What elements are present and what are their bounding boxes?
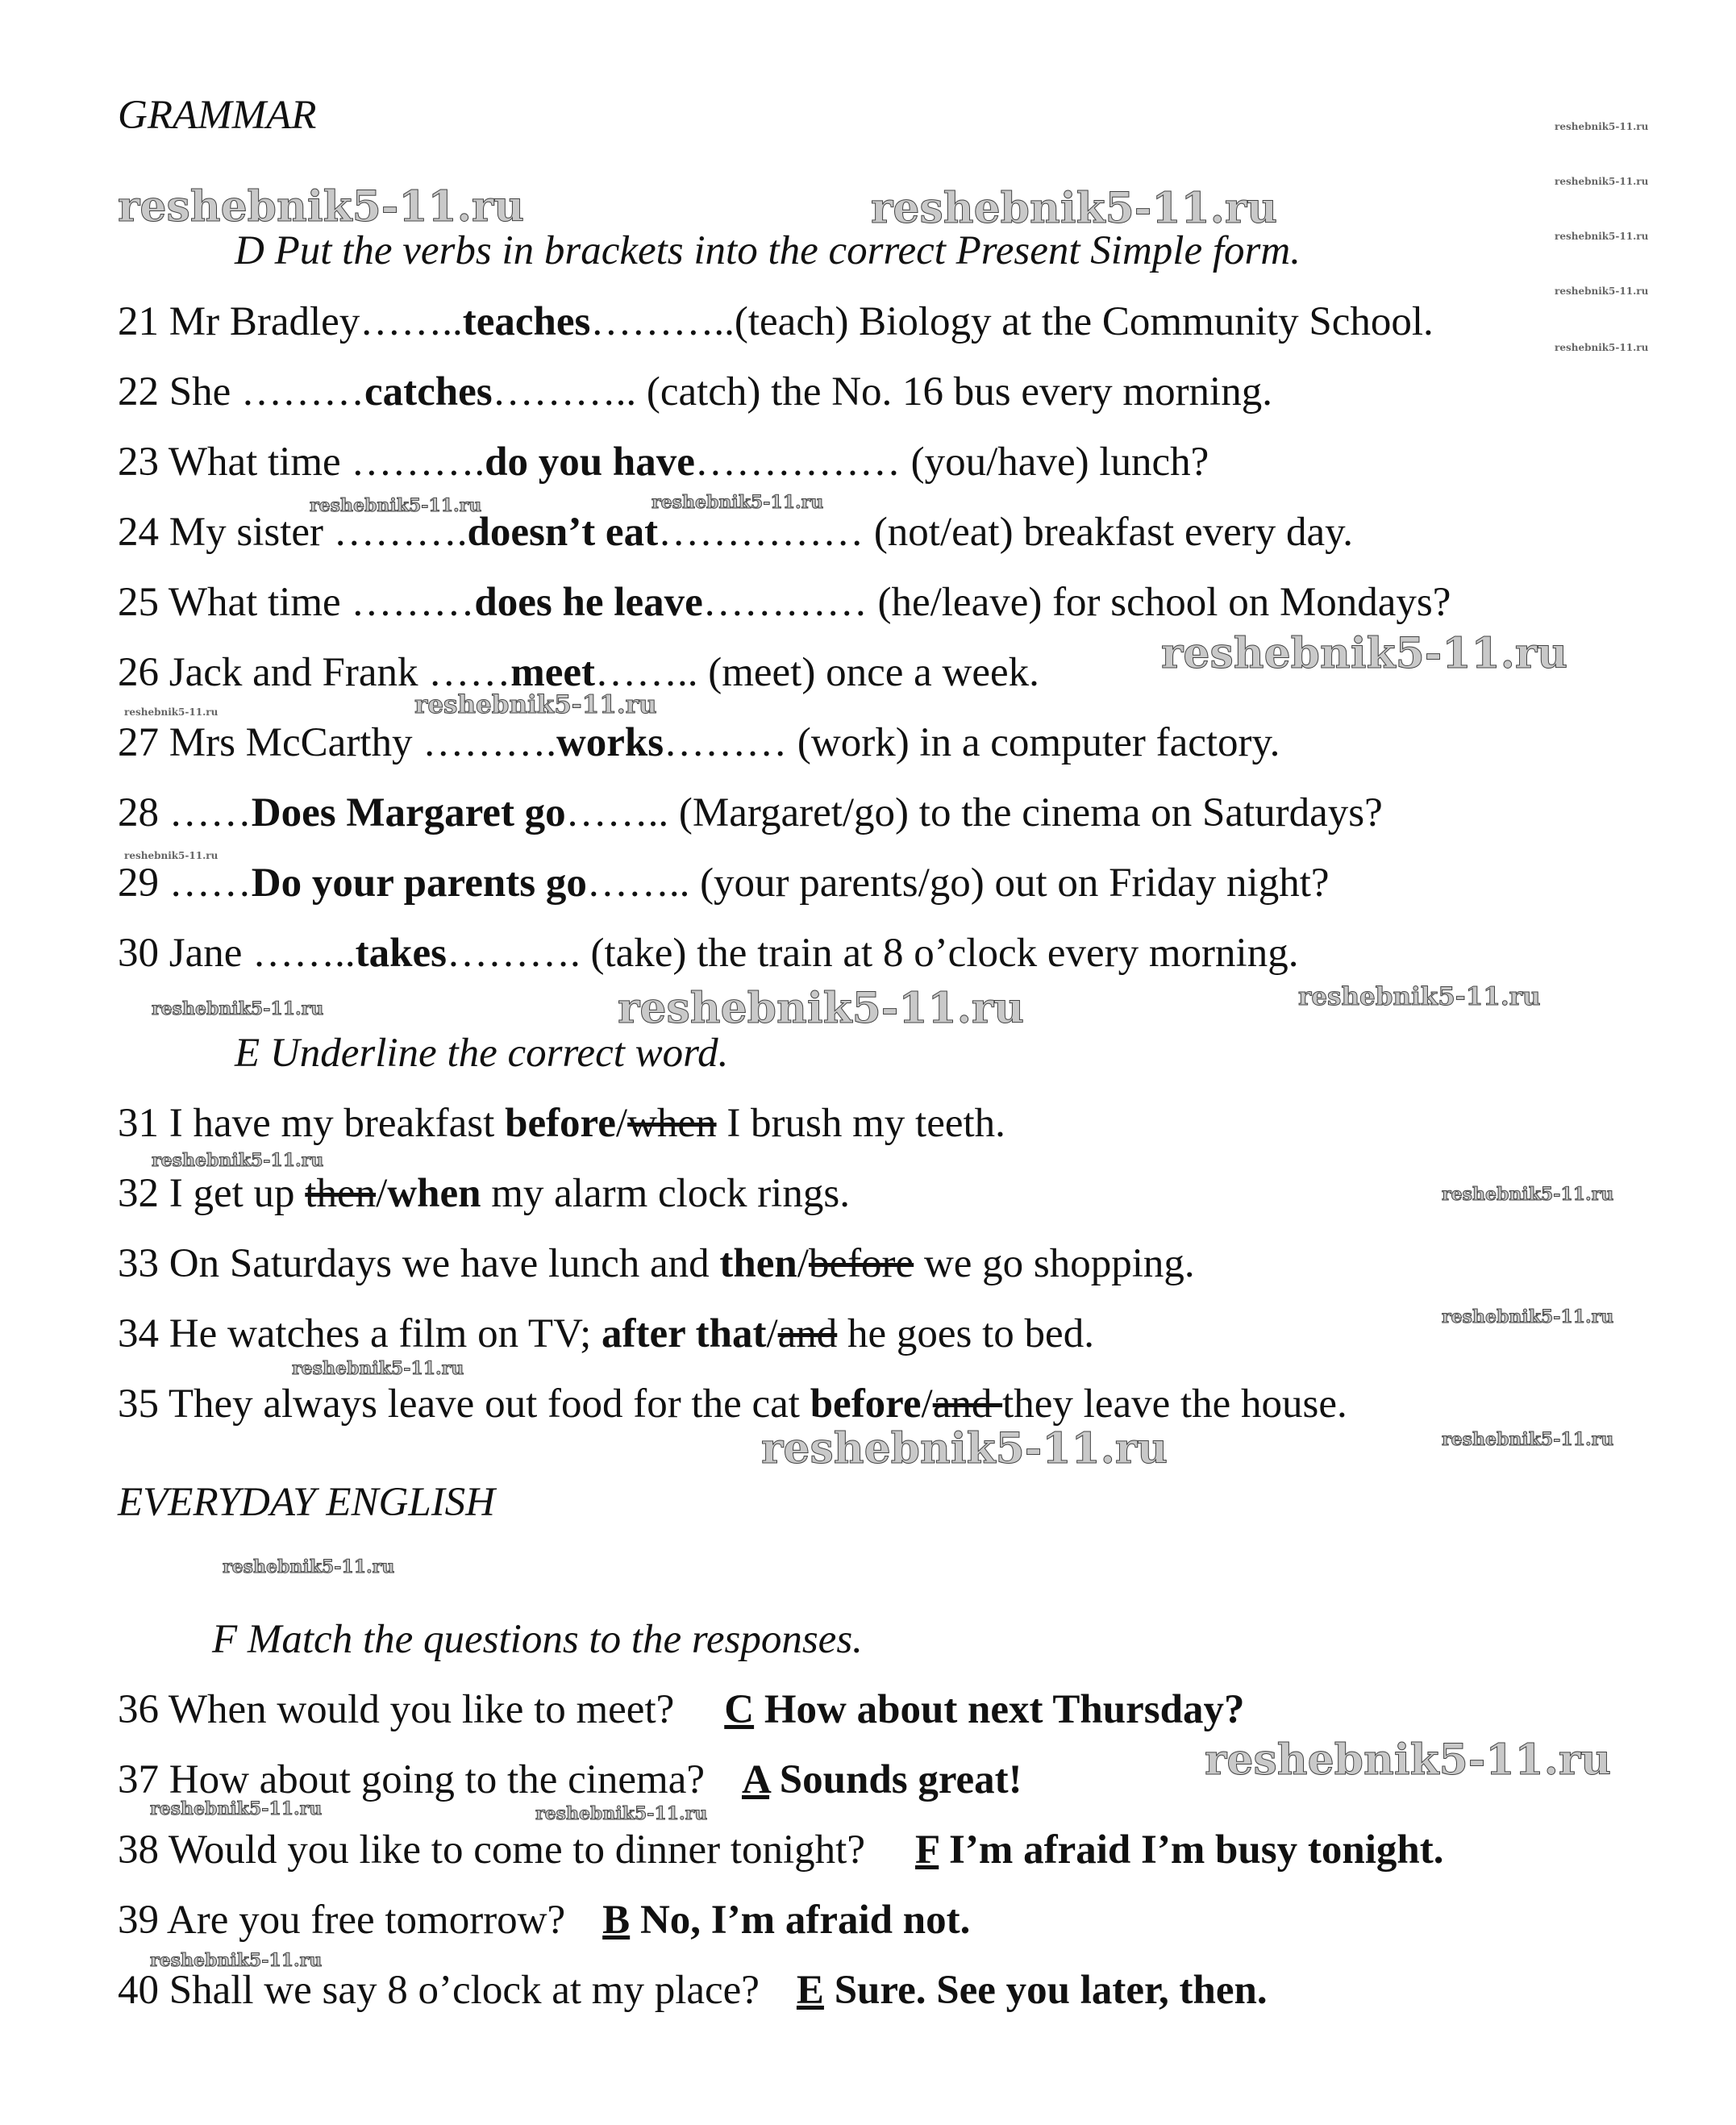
watermark: reshebnik5-11.ru — [535, 1803, 708, 1824]
correct-word: before — [505, 1101, 616, 1146]
response: Sure. See you later, then. — [823, 1968, 1268, 2013]
list-item: 30 Jane ……..takes………. (take) the train at 8 o’clock every morning. — [118, 931, 1299, 976]
list-item: 32 I get up then/when my alarm clock rings. — [118, 1171, 850, 1216]
task-e-instruction: E Underline the correct word. — [235, 1031, 729, 1076]
watermark: reshebnik5-11.ru — [1555, 285, 1649, 297]
answer: doesn’t eat — [467, 510, 659, 555]
watermark: reshebnik5-11.ru — [1161, 629, 1568, 678]
answer: catches — [364, 369, 493, 415]
answer-letter: E — [796, 1968, 824, 2013]
answer: teaches — [462, 299, 591, 344]
response: I’m afraid I’m busy tonight. — [939, 1827, 1444, 1873]
watermark: reshebnik5-11.ru — [1442, 1306, 1614, 1327]
watermark: reshebnik5-11.ru — [1555, 231, 1649, 242]
watermark: reshebnik5-11.ru — [310, 495, 482, 516]
task-d-instruction: D Put the verbs in brackets into the correct Present Simple form. — [235, 228, 1301, 273]
wrong-word: before — [808, 1241, 914, 1286]
correct-word: when — [387, 1171, 481, 1216]
list-item: 37 How about going to the cinema? A Sounds great! — [118, 1757, 1022, 1802]
answer: meet — [510, 650, 595, 695]
watermark: reshebnik5-11.ru — [414, 690, 657, 719]
list-item: 24 My sister ……….doesn’t eat…………… (not/eat) breakfast every day. — [118, 510, 1354, 555]
answer: takes — [355, 931, 447, 976]
task-f-instruction: F Match the questions to the responses. — [212, 1617, 863, 1662]
correct-word: before — [810, 1381, 922, 1427]
watermark: reshebnik5-11.ru — [871, 184, 1278, 233]
list-item: 28 ……Does Margaret go…….. (Margaret/go) to the cinema on Saturdays? — [118, 790, 1383, 835]
answer: Does Margaret go — [251, 790, 566, 835]
watermark: reshebnik5-11.ru — [652, 492, 824, 513]
wrong-word: and — [777, 1311, 838, 1356]
watermark: reshebnik5-11.ru — [761, 1424, 1168, 1473]
watermark: reshebnik5-11.ru — [223, 1556, 395, 1577]
watermark: reshebnik5-11.ru — [152, 1150, 324, 1171]
watermark: reshebnik5-11.ru — [1555, 176, 1649, 187]
watermark: reshebnik5-11.ru — [1442, 1184, 1614, 1205]
response: No, I’m afraid not. — [630, 1898, 971, 1943]
response: How about next Thursday? — [754, 1687, 1245, 1732]
list-item: 40 Shall we say 8 o’clock at my place? E Sure. See you later, then. — [118, 1968, 1268, 2013]
watermark: reshebnik5-11.ru — [150, 1950, 323, 1971]
list-item: 27 Mrs McCarthy ……….works……… (work) in a computer factory. — [118, 720, 1280, 765]
watermark: reshebnik5-11.ru — [618, 984, 1025, 1033]
answer-letter: F — [915, 1827, 939, 1873]
answer-letter: B — [602, 1898, 631, 1943]
wrong-word: and — [932, 1381, 1003, 1427]
answer-letter: C — [724, 1687, 755, 1732]
answer: do you have — [485, 440, 695, 485]
watermark: reshebnik5-11.ru — [152, 998, 324, 1019]
list-item: 35 They always leave out food for the cat before/and they leave the house. — [118, 1381, 1347, 1427]
list-item: 33 On Saturdays we have lunch and then/before we go shopping. — [118, 1241, 1195, 1286]
correct-word: then — [719, 1241, 797, 1286]
answer: works — [556, 720, 664, 765]
list-item: 23 What time ……….do you have…………… (you/have) lunch? — [118, 440, 1209, 485]
everyday-heading: EVERYDAY ENGLISH — [118, 1480, 496, 1525]
list-item: 31 I have my breakfast before/when I brush my teeth. — [118, 1101, 1005, 1146]
watermark: reshebnik5-11.ru — [1205, 1735, 1612, 1785]
answer-letter: A — [742, 1757, 770, 1802]
watermark: reshebnik5-11.ru — [124, 706, 219, 718]
watermark: reshebnik5-11.ru — [292, 1358, 464, 1379]
list-item: 38 Would you like to come to dinner tonight? F I’m afraid I’m busy tonight. — [118, 1827, 1444, 1873]
answer: Do your parents go — [251, 860, 587, 906]
list-item: 21 Mr Bradley……..teaches………..(teach) Biology at the Community School. — [118, 299, 1434, 344]
response: Sounds great! — [769, 1757, 1022, 1802]
correct-word: after that — [602, 1311, 767, 1356]
list-item: 22 She ………catches……….. (catch) the No. 16 bus every morning. — [118, 369, 1272, 415]
list-item: 39 Are you free tomorrow? B No, I’m afraid not. — [118, 1898, 971, 1943]
list-item: 29 ……Do your parents go…….. (your parents/go) out on Friday night? — [118, 860, 1330, 906]
list-item: 26 Jack and Frank ……meet…….. (meet) once a week. — [118, 650, 1039, 695]
watermark: reshebnik5-11.ru — [118, 182, 525, 231]
list-item: 34 He watches a film on TV; after that/and he goes to bed. — [118, 1311, 1094, 1356]
watermark: reshebnik5-11.ru — [150, 1798, 323, 1819]
list-item: 25 What time ………does he leave………… (he/leave) for school on Mondays? — [118, 580, 1451, 625]
answer: does he leave — [474, 580, 703, 625]
watermark: reshebnik5-11.ru — [1555, 342, 1649, 353]
grammar-heading: GRAMMAR — [118, 93, 317, 138]
list-item: 36 When would you like to meet? C How about next Thursday? — [118, 1687, 1245, 1732]
watermark: reshebnik5-11.ru — [124, 850, 219, 861]
watermark: reshebnik5-11.ru — [1555, 121, 1649, 132]
wrong-word: then — [305, 1171, 377, 1216]
wrong-word: when — [627, 1101, 717, 1146]
watermark: reshebnik5-11.ru — [1298, 982, 1541, 1011]
watermark: reshebnik5-11.ru — [1442, 1429, 1614, 1450]
